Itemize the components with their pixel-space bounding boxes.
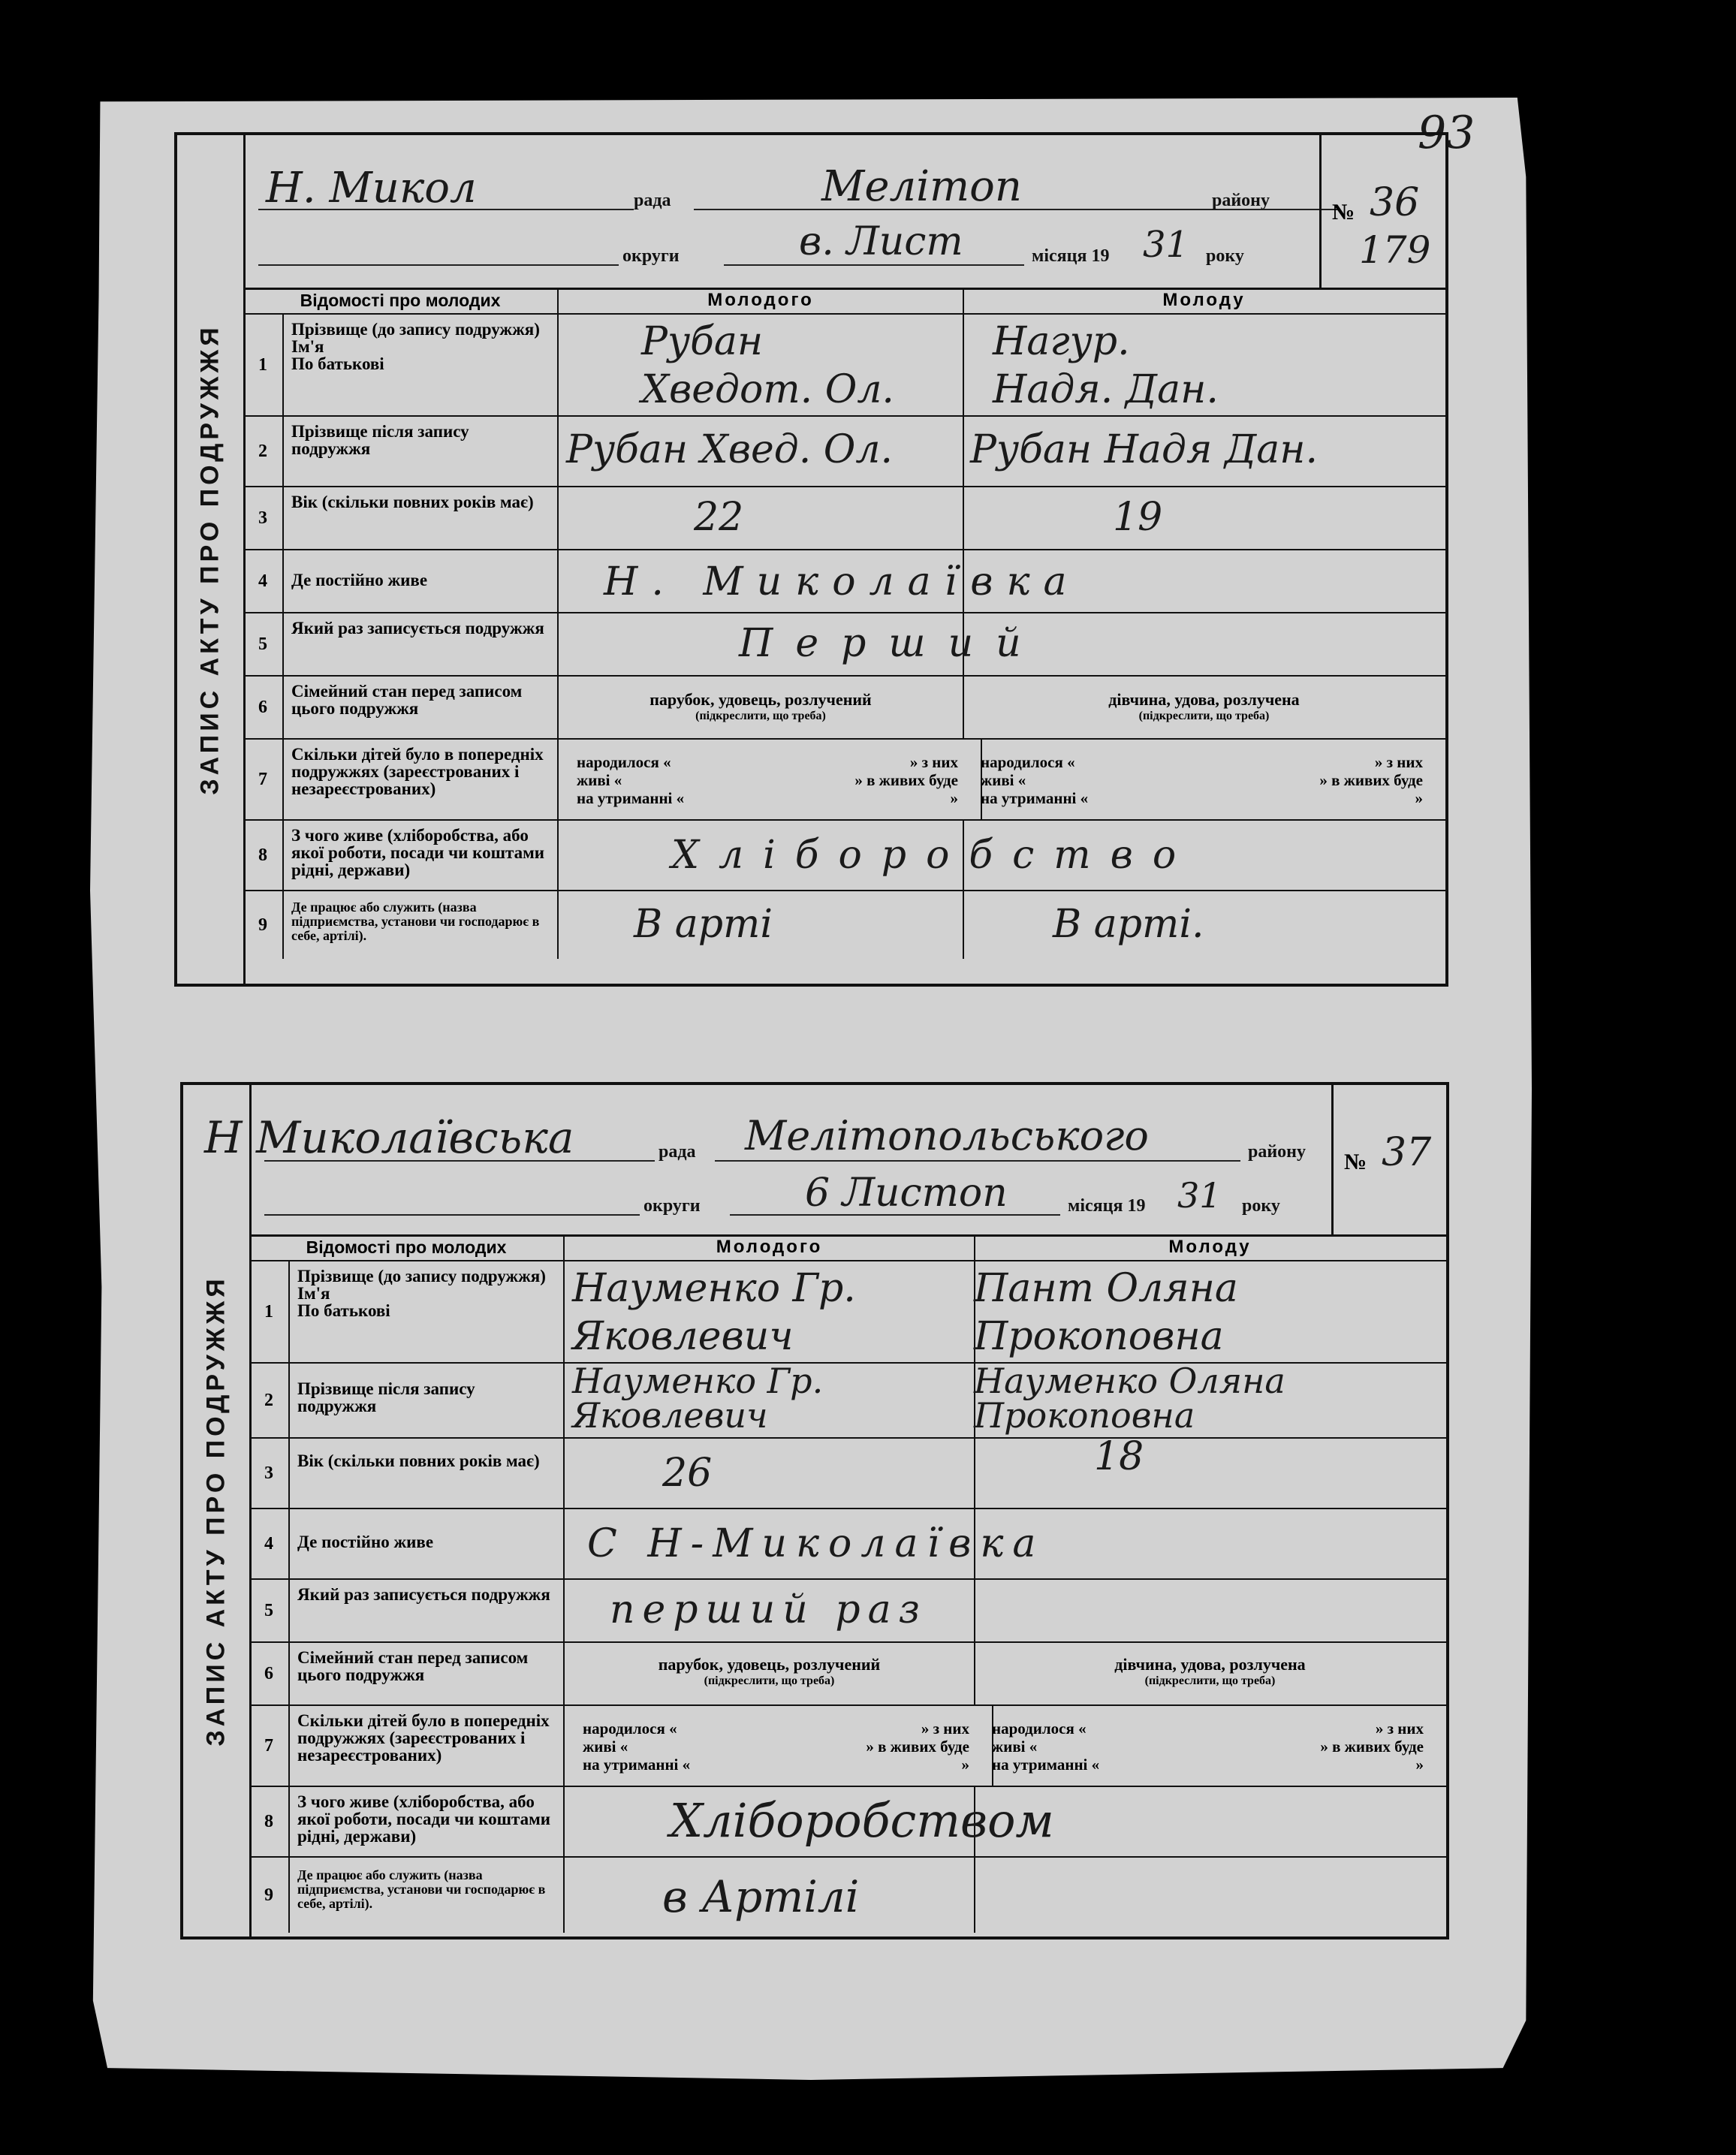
- side-title-cell: [177, 135, 246, 984]
- bride-children: [974, 1706, 1446, 1786]
- record-table: [249, 1234, 1446, 1936]
- support-label: на утриманні «: [577, 789, 685, 807]
- groom-name: Рубан Хведот. Ол.: [641, 319, 894, 412]
- row-number: 1: [243, 315, 284, 415]
- row-label: Прізвище після запису подружжя: [288, 1364, 565, 1437]
- year-label: року: [1242, 1196, 1280, 1216]
- row-label: З чого живе (хліборобства, або якої роботи, посади чи коштами рідні, держави): [282, 821, 559, 890]
- groom-status-options: парубок, удовець, розлучений: [658, 1655, 881, 1674]
- alive-label: живі «: [992, 1738, 1038, 1756]
- year-label: року: [1206, 246, 1244, 266]
- residence: Н. Миколаївка: [604, 559, 1080, 604]
- row-number: 3: [243, 487, 284, 549]
- council-value: Н Миколаївська: [204, 1112, 574, 1163]
- row-number: 2: [249, 1364, 290, 1437]
- born-label: народилося «: [583, 1719, 677, 1738]
- workplace: в Артілі: [662, 1871, 860, 1922]
- table-row: [243, 891, 1445, 959]
- table-row: [249, 1580, 1446, 1643]
- occupation: Хліборобство: [671, 833, 1196, 878]
- col-label-header: Відомості про молодих: [249, 1234, 565, 1260]
- col-groom-header: Молодого: [559, 288, 964, 313]
- groom-children: [559, 740, 982, 819]
- row-number: 6: [243, 677, 284, 738]
- bride-age: 19: [1113, 495, 1163, 540]
- month-label: місяця 19: [1068, 1196, 1146, 1216]
- bride-age: 18: [1094, 1434, 1144, 1479]
- side-title: ЗАПИС АКТУ ПРО ПОДРУЖЖЯ: [201, 1275, 231, 1747]
- table-row: [249, 1706, 1446, 1787]
- groom-surname-after: Науменко Гр. Яковлевич: [572, 1361, 824, 1436]
- table-row: [249, 1858, 1446, 1933]
- alive-label: живі «: [583, 1738, 628, 1756]
- groom-status-options: парубок, удовець, розлучений: [649, 690, 872, 709]
- col-bride-header: Молоду: [1168, 1237, 1252, 1257]
- number-label: №: [1332, 200, 1355, 225]
- col-bride-header: Молоду: [1162, 290, 1246, 310]
- table-row: [243, 613, 1445, 677]
- table-row: [243, 550, 1445, 613]
- groom-children: [565, 1706, 993, 1786]
- residence: С Н-Миколаївка: [587, 1521, 1045, 1566]
- living-label: » в живих буде: [866, 1738, 969, 1756]
- row-number: 8: [243, 821, 284, 890]
- marriage-record-36: [174, 132, 1448, 987]
- side-title-cell: [183, 1085, 252, 1936]
- row-number: 2: [243, 417, 284, 486]
- record-number-box: [1331, 1085, 1446, 1234]
- row-label: Де постійно живе: [288, 1509, 565, 1578]
- living-label: » в живих буде: [1320, 1738, 1424, 1756]
- date-value: 6 Листоп: [805, 1171, 1008, 1216]
- row-label: Скільки дітей було в попередніх подружжях (зареєстрованих і незареєстрованих): [282, 740, 559, 819]
- row-label: Скільки дітей було в попередніх подружжях (зареєстрованих і незареєстрованих): [288, 1706, 565, 1786]
- column-header-row: [249, 1234, 1446, 1261]
- bride-name: Нагур. Надя. Дан.: [993, 319, 1219, 412]
- born-label: народилося «: [577, 753, 671, 771]
- table-row: [243, 677, 1445, 740]
- record-number-box: [1319, 135, 1445, 288]
- marriage-count: Перший: [739, 621, 1044, 666]
- row-label: Вік (скільки повних років має): [282, 487, 559, 549]
- council-value: Н. Микол: [266, 164, 477, 212]
- bride-workplace: В арті.: [1053, 902, 1204, 947]
- living-label: » в живих буде: [1319, 771, 1423, 789]
- alive-label: живі «: [981, 771, 1026, 789]
- row-label: Який раз записується подружжя: [288, 1580, 565, 1641]
- groom-age: 26: [662, 1451, 713, 1496]
- underline-note: (підкреслити, що треба): [695, 710, 826, 722]
- groom-surname-after: Рубан Хвед. Ол.: [566, 427, 894, 472]
- underline-note: (підкреслити, що треба): [704, 1674, 835, 1687]
- support-close: »: [950, 789, 958, 807]
- table-row: [249, 1787, 1446, 1858]
- row-number: 9: [243, 891, 284, 959]
- row-label: Прізвище (до запису подружжя) Ім'я По батькові: [288, 1261, 565, 1362]
- underline-note: (підкреслити, що треба): [1138, 710, 1270, 722]
- marriage-count: перший раз: [610, 1587, 927, 1632]
- support-label: на утриманні «: [992, 1756, 1100, 1774]
- row-label: Де працює або служить (назва підприємства, установи чи господарює в себе, артілі).: [282, 891, 559, 959]
- bride-children: [963, 740, 1445, 819]
- support-close: »: [1415, 789, 1423, 807]
- side-title: ЗАПИС АКТУ ПРО ПОДРУЖЖЯ: [195, 324, 225, 795]
- support-label: на утриманні «: [981, 789, 1089, 807]
- council-label: рада: [659, 1142, 696, 1162]
- groom-name: Науменко Гр. Яковлевич: [572, 1266, 856, 1359]
- row-label: Де постійно живе: [282, 550, 559, 612]
- row-number: 6: [249, 1643, 290, 1704]
- row-number: 7: [249, 1706, 290, 1786]
- row-label: Вік (скільки повних років має): [288, 1439, 565, 1508]
- row-number: 8: [249, 1787, 290, 1856]
- row-label: Який раз записується подружжя: [282, 613, 559, 675]
- marriage-record-37: [180, 1082, 1449, 1940]
- row-label: Сімейний стан перед записом цього подружжя: [282, 677, 559, 738]
- row-number: 3: [249, 1439, 290, 1508]
- row-number: 1: [249, 1261, 290, 1362]
- council-label: рада: [634, 191, 671, 210]
- col-label-header: Відомості про молодих: [243, 288, 559, 313]
- table-row: [243, 487, 1445, 550]
- bride-surname-after: Рубан Надя Дан.: [970, 427, 1318, 472]
- column-header-row: [243, 288, 1445, 315]
- row-number: 4: [243, 550, 284, 612]
- year-value: 31: [1177, 1175, 1222, 1216]
- row-label: Прізвище (до запису подружжя) Ім'я По батькові: [282, 315, 559, 415]
- row-label: Прізвище після запису подружжя: [282, 417, 559, 486]
- born-label: народилося «: [992, 1719, 1087, 1738]
- okrug-label: округи: [643, 1196, 701, 1216]
- table-row: [249, 1509, 1446, 1580]
- district-label: району: [1212, 191, 1270, 210]
- page-number: 93: [1418, 107, 1475, 159]
- occupation: Хліборобством: [670, 1793, 1054, 1848]
- alive-label: живі «: [577, 771, 622, 789]
- row-label: Де працює або служить (назва підприємства, установи чи господарює в себе, артілі).: [288, 1858, 565, 1933]
- record-header: [204, 1085, 1446, 1237]
- date-value: в. Лист: [799, 219, 963, 264]
- underline-note: (підкреслити, що треба): [1144, 1674, 1276, 1687]
- table-row: [243, 821, 1445, 891]
- month-label: місяця 19: [1032, 246, 1110, 266]
- living-label: » в живих буде: [854, 771, 958, 789]
- table-row: [243, 417, 1445, 487]
- year-value: 31: [1143, 224, 1189, 266]
- support-close: »: [1415, 1756, 1424, 1774]
- row-label: Сімейний стан перед записом цього подружжя: [288, 1643, 565, 1704]
- of-them-label: » з них: [1375, 1719, 1424, 1738]
- record-number: 36: [1370, 180, 1420, 225]
- record-table: [243, 288, 1445, 984]
- row-number: 5: [249, 1580, 290, 1641]
- table-row: [243, 315, 1445, 417]
- support-label: на утриманні «: [583, 1756, 691, 1774]
- record-number: 37: [1382, 1130, 1432, 1175]
- table-row: [249, 1643, 1446, 1706]
- bride-surname-after: Науменко Оляна Прокоповна: [974, 1361, 1285, 1436]
- district-value: Мелітоп: [821, 162, 1022, 211]
- district-value: Мелітопольського: [745, 1112, 1149, 1159]
- row-number: 5: [243, 613, 284, 675]
- row-number: 9: [249, 1858, 290, 1933]
- groom-workplace: В арті: [634, 902, 773, 947]
- table-row: [243, 740, 1445, 821]
- bride-status-options: дівчина, удова, розлучена: [1108, 690, 1300, 709]
- bride-status-options: дівчина, удова, розлучена: [1114, 1655, 1306, 1674]
- of-them-label: » з них: [1374, 753, 1423, 771]
- district-label: району: [1248, 1142, 1307, 1162]
- record-header: [243, 135, 1445, 290]
- of-them-label: » з них: [909, 753, 958, 771]
- groom-age: 22: [694, 495, 744, 540]
- table-row: [249, 1361, 1446, 1439]
- number-label: №: [1344, 1150, 1367, 1174]
- row-number: 4: [249, 1509, 290, 1578]
- table-row: [249, 1434, 1446, 1509]
- row-number: 7: [243, 740, 284, 819]
- support-close: »: [961, 1756, 969, 1774]
- col-groom-header: Молодого: [565, 1234, 975, 1260]
- bride-name: Пант Оляна Прокоповна: [974, 1266, 1238, 1359]
- table-row: [249, 1261, 1446, 1364]
- okrug-label: округи: [622, 246, 680, 266]
- born-label: народилося «: [981, 753, 1075, 771]
- of-them-label: » з них: [921, 1719, 969, 1738]
- row-label: З чого живе (хліборобства, або якої роботи, посади чи коштами рідні, держави): [288, 1787, 565, 1856]
- record-number-extra: 179: [1359, 228, 1431, 272]
